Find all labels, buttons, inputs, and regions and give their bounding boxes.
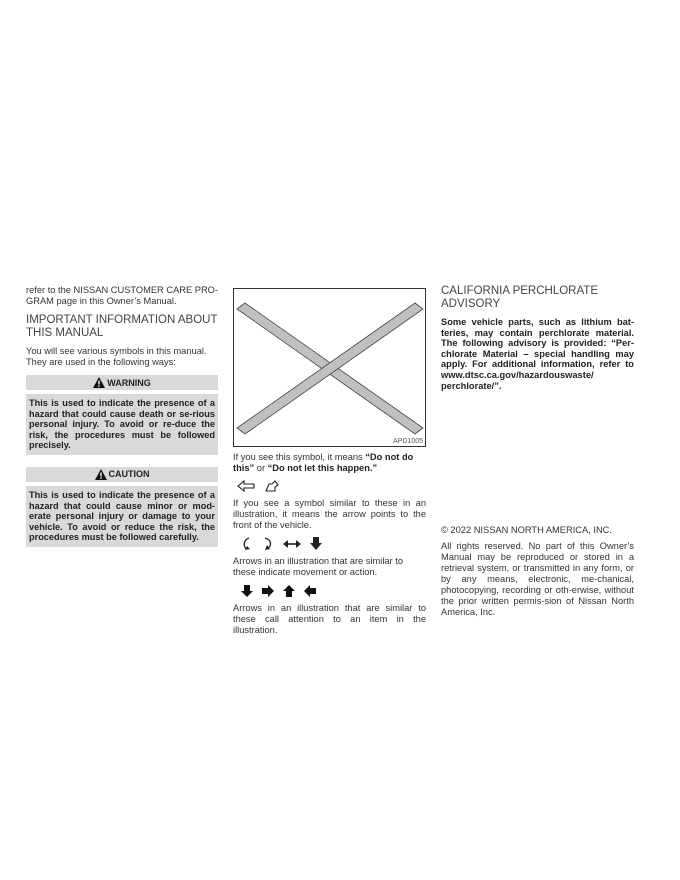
warning-header: [26, 375, 218, 390]
symbol-bold-2: “Do not let this happen.”: [267, 463, 378, 473]
warning-box: [26, 375, 218, 455]
double-arrow-icon: [283, 539, 301, 549]
caution-body: This is used to indicate the presence of a hazard that could cause minor or mod-erate personal injury or damage to your vehicle. To avoid or reduce the risk, the procedures must be followed carefully.: [26, 486, 218, 547]
curved-arrow-left-icon: [241, 537, 253, 551]
warning-triangle-icon: [95, 469, 107, 480]
perchlorate-advisory: Some vehicle parts, such as lithium bat-teries, may contain perchlorate material. The following advisory is provided: “Per-chlorate Material – special handling may apply. For additional information, refer to www.dtsc.ca.gov/hazardouswaste/ perchlorate/”.: [441, 317, 634, 391]
warning-body: This is used to indicate the presence of a hazard that could cause death or se-rious personal injury. To avoid or re-duce the risk, the procedures must be followed precisely.: [26, 394, 218, 455]
section-heading: IMPORTANT INFORMATION ABOUT THIS MANUAL: [26, 314, 218, 339]
symbol-meaning-text: [233, 452, 426, 474]
solid-arrow-up-icon: [283, 585, 295, 597]
solid-arrow-down-icon: [241, 585, 253, 597]
arrow-front-text: If you see a symbol similar to these in an illustration, it means the arrow points to the front of the vehicle.: [233, 498, 426, 530]
warning-triangle-icon: [93, 377, 105, 388]
warning-title: WARNING: [107, 377, 151, 388]
symbol-bold-1: “Do not do this”: [233, 452, 414, 473]
intro-text: refer to the NISSAN CUSTOMER CARE PRO-GRAM page in this Owner’s Manual.: [26, 285, 219, 306]
middle-column: [233, 288, 426, 636]
figure-label: APD1005: [393, 438, 423, 445]
caution-title: CAUTION: [108, 469, 150, 480]
rights-text: All rights reserved. No part of this Owner’s Manual may be reproduced or stored in a retrieval system, or transmitted in any form, or by any means, electronic, me-chanical, photocopying, recording or oth-erwise, without the prior written permis-sion of Nissan North America, Inc.: [441, 541, 634, 617]
front-arrow-icons: [237, 478, 426, 494]
attention-arrow-icons: [241, 583, 426, 599]
lead-text: You will see various symbols in this manual. They are used in the following ways:: [26, 346, 207, 367]
symbol-text-pre: If you see this symbol, it means: [233, 452, 366, 462]
left-column: [26, 285, 218, 547]
right-column: [441, 285, 634, 617]
curved-arrow-right-icon: [262, 537, 274, 551]
do-not-symbol-figure: [233, 288, 426, 447]
arrow-attention-text: Arrows in an illustration that are similar to these call attention to an item in the illustration.: [233, 603, 426, 635]
solid-arrow-left-icon: [304, 585, 316, 597]
down-arrow-icon: [310, 537, 322, 551]
arrow-movement-text: Arrows in an illustration that are similar to these indicate movement or action.: [233, 556, 403, 577]
do-not-x-icon: [234, 289, 425, 446]
caution-box: [26, 467, 218, 547]
perchlorate-heading: CALIFORNIA PERCHLORATE ADVISORY: [441, 285, 598, 310]
copyright-text: © 2022 NISSAN NORTH AMERICA, INC.: [441, 525, 612, 535]
front-arrow-perspective-icon: [264, 480, 280, 492]
movement-arrow-icons: [241, 536, 426, 552]
solid-arrow-right-icon: [262, 585, 274, 597]
symbol-or: or: [254, 463, 268, 473]
caution-header: [26, 467, 218, 482]
front-arrow-outline-icon: [237, 480, 255, 492]
